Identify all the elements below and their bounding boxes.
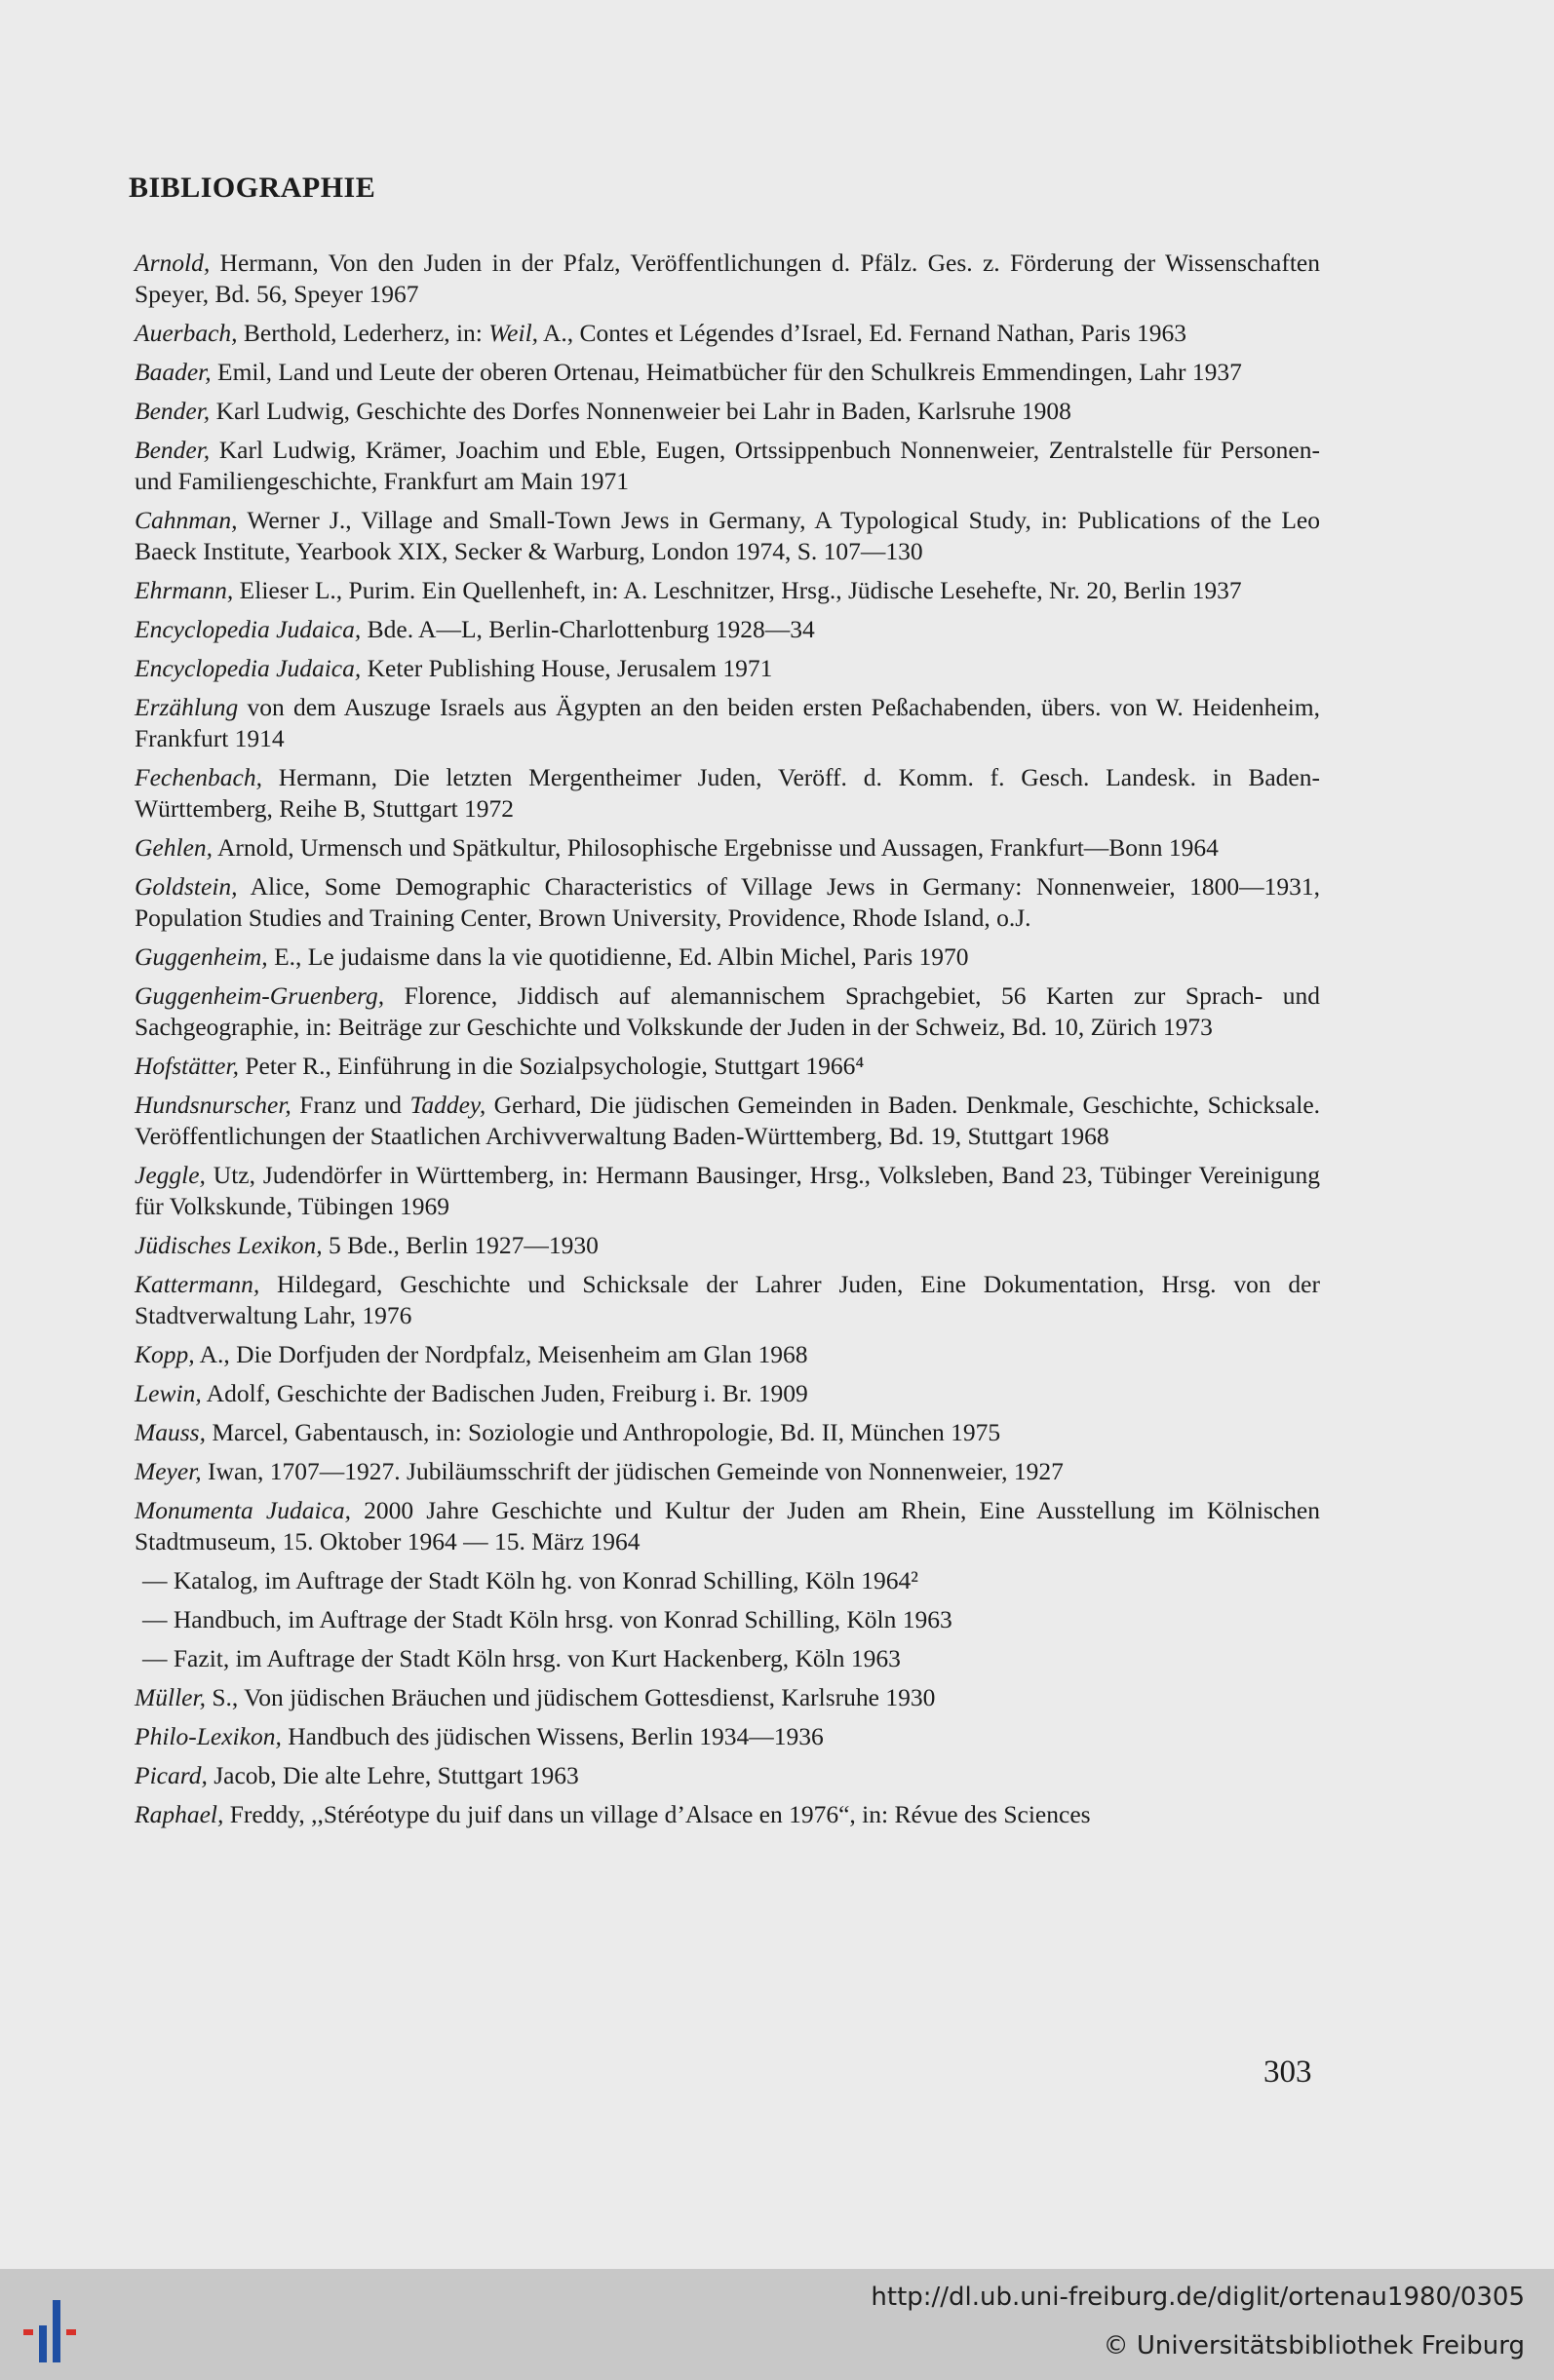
bibliography-entry: [131, 1339, 1320, 1370]
entry-text: Adolf, Geschichte der Badischen Juden, Freiburg i. Br. 1909: [201, 1379, 808, 1407]
bibliography-entry: [131, 832, 1320, 864]
entry-text: — Handbuch, im Auftrage der Stadt Köln hrsg. von Konrad Schilling, Köln 1963: [142, 1605, 952, 1633]
bibliography-entry: [131, 357, 1320, 388]
entry-text: — Fazit, im Auftrage der Stadt Köln hrsg. von Kurt Hackenberg, Köln 1963: [142, 1644, 901, 1672]
bibliography-entry: [131, 1682, 1320, 1713]
entry-author: Hundsnurscher,: [135, 1091, 291, 1119]
entry-text: Iwan, 1707—1927. Jubiläumsschrift der jüdischen Gemeinde von Nonnenweier, 1927: [201, 1457, 1064, 1485]
entry-text-continued: Gerhard, Die jüdischen Gemeinden in Baden. Denkmale, Geschichte, Schicksale. Veröffentlichungen der Staatlichen Archivverwaltung Baden-Württemberg, Bd. 19, Stuttgart 1968: [135, 1091, 1321, 1150]
entry-author: Cahnman,: [135, 506, 238, 534]
entry-author: Mauss,: [135, 1418, 206, 1446]
entry-author: Auerbach,: [135, 319, 238, 347]
entry-text: Bde. A—L, Berlin-Charlottenburg 1928—34: [361, 615, 815, 643]
entry-author: Ehrmann,: [135, 576, 234, 604]
entry-author: Müller,: [135, 1683, 206, 1711]
entry-text: Hildegard, Geschichte und Schicksale der Lahrer Juden, Eine Dokumentation, Hrsg. von der Stadtverwaltung Lahr, 1976: [135, 1270, 1320, 1329]
entry-author: Arnold,: [135, 249, 211, 277]
bibliography-entry: [131, 692, 1320, 754]
ub-freiburg-logo-icon: [18, 2296, 105, 2364]
entry-text: Jacob, Die alte Lehre, Stuttgart 1963: [207, 1761, 579, 1789]
bibliography-entry: [131, 980, 1320, 1043]
bibliography-entry: [131, 435, 1320, 497]
entry-author: Jeggle,: [135, 1161, 206, 1189]
entry-author: Kopp,: [135, 1340, 195, 1368]
bibliography-entry: [131, 396, 1320, 427]
entry-text: Peter R., Einführung in die Sozialpsychologie, Stuttgart 1966⁴: [238, 1052, 865, 1080]
entry-text: Franz und: [291, 1091, 410, 1119]
entry-author: Bender,: [135, 436, 211, 464]
entry-author: Lewin,: [135, 1379, 202, 1407]
entry-text: Utz, Judendörfer in Württemberg, in: Hermann Bausinger, Hrsg., Volksleben, Band 23, Tübinger Vereinigung für Volkskunde, Tübingen 1969: [135, 1161, 1320, 1220]
entry-author: Fechenbach,: [135, 763, 262, 791]
entry-author: Erzählung: [135, 693, 239, 721]
entry-text: 5 Bde., Berlin 1927—1930: [322, 1231, 599, 1259]
entry-text: 2000 Jahre Geschichte und Kultur der Juden am Rhein, Eine Ausstellung im Kölnischen Stadtmuseum, 15. Oktober 1964 — 15. März 1964: [135, 1496, 1320, 1555]
page-heading: BIBLIOGRAPHIE: [129, 172, 376, 204]
bibliography-entry: [131, 1495, 1320, 1557]
bibliography-entry: [131, 575, 1320, 606]
bibliography-entry: [131, 762, 1320, 825]
entry-text: Freddy, ,,Stéréotype du juif dans un village d’Alsace en 1976“, in: Révue des Sciences: [223, 1800, 1091, 1828]
entry-author: Kattermann,: [135, 1270, 260, 1298]
bibliography-entry: [131, 1799, 1320, 1830]
entry-text: Handbuch des jüdischen Wissens, Berlin 1934—1936: [281, 1722, 824, 1750]
bibliography-entry: [131, 1417, 1320, 1448]
entry-text: Karl Ludwig, Geschichte des Dorfes Nonnenweier bei Lahr in Baden, Karlsruhe 1908: [210, 397, 1071, 425]
entry-author: Jüdisches Lexikon,: [135, 1231, 323, 1259]
entry-author: Philo-Lexikon,: [135, 1722, 282, 1750]
bibliography-list: [131, 248, 1320, 1838]
entry-text: Berthold, Lederherz, in:: [237, 319, 489, 347]
bibliography-entry: [131, 1269, 1320, 1331]
entry-text: Arnold, Urmensch und Spätkultur, Philosophische Ergebnisse und Aussagen, Frankfurt—Bonn 1964: [213, 833, 1219, 862]
entry-text: Hermann, Von den Juden in der Pfalz, Veröffentlichungen d. Pfälz. Ges. z. Förderung der Wissenschaften Speyer, Bd. 56, Speyer 1967: [135, 249, 1320, 308]
entry-author: Hofstätter,: [135, 1052, 239, 1080]
entry-text: Elieser L., Purim. Ein Quellenheft, in: A. Leschnitzer, Hrsg., Jüdische Lesehefte, Nr. 20, Berlin 1937: [233, 576, 1242, 604]
bibliography-entry: [131, 505, 1320, 567]
entry-author: Raphael,: [135, 1800, 224, 1828]
entry-text: E., Le judaisme dans la vie quotidienne, Ed. Albin Michel, Paris 1970: [267, 942, 969, 971]
bibliography-entry: [131, 1051, 1320, 1082]
bibliography-entry: [131, 248, 1320, 310]
bibliography-entry: [131, 653, 1320, 684]
bibliography-entry: [131, 941, 1320, 973]
copyright-text: © Universitätsbibliothek Freiburg: [1103, 2331, 1525, 2361]
page-number: 303: [1263, 2054, 1312, 2090]
entry-text: Karl Ludwig, Krämer, Joachim und Eble, Eugen, Ortssippenbuch Nonnenweier, Zentralstelle für Personen- und Familiengeschichte, Frankfurt am Main 1971: [135, 436, 1320, 495]
entry-text: Emil, Land und Leute der oberen Ortenau, Heimatbücher für den Schulkreis Emmendingen, Lahr 1937: [211, 358, 1242, 386]
bibliography-entry: [131, 1456, 1320, 1487]
source-url-link[interactable]: http://dl.ub.uni-freiburg.de/diglit/ortenau1980/0305: [871, 2283, 1525, 2312]
entry-author: Baader,: [135, 358, 212, 386]
entry-author-secondary: Taddey,: [409, 1091, 486, 1119]
bibliography-entry: [131, 1160, 1320, 1222]
entry-text: A., Die Dorfjuden der Nordpfalz, Meisenheim am Glan 1968: [194, 1340, 808, 1368]
bibliography-entry: [131, 1604, 1320, 1635]
entry-text: Keter Publishing House, Jerusalem 1971: [361, 654, 773, 682]
entry-author: Gehlen,: [135, 833, 214, 862]
entry-text: Florence, Jiddisch auf alemannischem Sprachgebiet, 56 Karten zur Sprach- und Sachgeographie, in: Beiträge zur Geschichte und Volkskunde der Juden in der Schweiz, Bd. 10, Zürich 1973: [135, 981, 1320, 1041]
entry-text: S., Von jüdischen Bräuchen und jüdischem Gottesdienst, Karlsruhe 1930: [205, 1683, 936, 1711]
entry-author: Guggenheim-Gruenberg,: [135, 981, 385, 1010]
entry-author: Encyclopedia Judaica,: [135, 615, 362, 643]
bibliography-entry: [131, 1721, 1320, 1752]
bibliography-entry: [131, 318, 1320, 349]
entry-author: Goldstein,: [135, 872, 238, 901]
entry-text: Alice, Some Demographic Characteristics of Village Jews in Germany: Nonnenweier, 1800—1931, Population Studies and Training Center, Brown University, Providence, Rhode Island, o.J.: [135, 872, 1320, 932]
entry-text: von dem Auszuge Israels aus Ägypten an den beiden ersten Peßachabenden, übers. von W. Heidenheim, Frankfurt 1914: [135, 693, 1320, 752]
entry-author-secondary: Weil,: [488, 319, 539, 347]
entry-text-continued: A., Contes et Légendes d’Israel, Ed. Fernand Nathan, Paris 1963: [538, 319, 1186, 347]
bibliography-entry: [131, 1378, 1320, 1409]
bibliography-entry: [131, 871, 1320, 934]
entry-author: Bender,: [135, 397, 211, 425]
entry-author: Monumenta Judaica,: [135, 1496, 352, 1524]
entry-author: Encyclopedia Judaica,: [135, 654, 362, 682]
entry-author: Meyer,: [135, 1457, 202, 1485]
entry-text: Marcel, Gabentausch, in: Soziologie und Anthropologie, Bd. II, München 1975: [205, 1418, 1001, 1446]
bibliography-entry: [131, 1643, 1320, 1674]
entry-text: — Katalog, im Auftrage der Stadt Köln hg. von Konrad Schilling, Köln 1964²: [142, 1566, 918, 1594]
entry-text: Hermann, Die letzten Mergentheimer Juden, Veröff. d. Komm. f. Gesch. Landesk. in Baden-Württemberg, Reihe B, Stuttgart 1972: [135, 763, 1320, 823]
bibliography-entry: [131, 1090, 1320, 1152]
entry-author: Picard,: [135, 1761, 208, 1789]
entry-text: Werner J., Village and Small-Town Jews in Germany, A Typological Study, in: Publications of the Leo Baeck Institute, Yearbook XIX, Secker & Warburg, London 1974, S. 107—130: [135, 506, 1320, 565]
footer-bar: [0, 2269, 1554, 2380]
entry-author: Guggenheim,: [135, 942, 268, 971]
bibliography-entry: [131, 1230, 1320, 1261]
bibliography-entry: [131, 1760, 1320, 1791]
bibliography-entry: [131, 614, 1320, 645]
bibliography-entry: [131, 1565, 1320, 1596]
